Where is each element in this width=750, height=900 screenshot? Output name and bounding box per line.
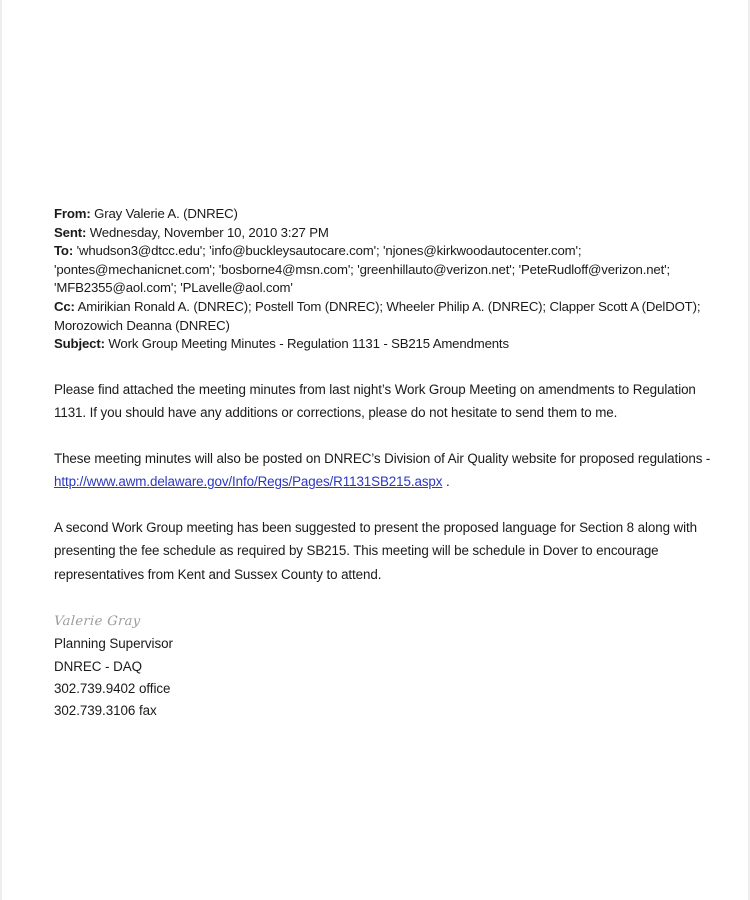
email-header-cc — [54, 298, 714, 335]
sent-label: Sent: — [54, 224, 87, 240]
signature-fax-phone: 302.739.3106 fax — [54, 703, 157, 719]
sent-value: Wednesday, November 10, 2010 3:27 PM — [86, 224, 329, 240]
to-value: 'whudson3@dtcc.edu'; 'info@buckleysautocare.com'; 'njones@kirkwoodautocenter.com'; 'pontes@mechanicnet.com'; 'bosborne4@msn.com'; 'greenhillauto@verizon.net'; 'PeteRudloff@verizon.net'; 'MFB2355@aol.com'; 'PLavelle@aol.com' — [54, 243, 671, 296]
paragraph-2-text-after-link: . — [442, 474, 450, 490]
regulations-website-link[interactable]: http://www.awm.delaware.gov/Info/Regs/Pages/R1131SB215.aspx — [54, 474, 443, 490]
signature-block — [54, 612, 714, 723]
cc-value: Amirikian Ronald A. (DNREC); Postell Tom (DNREC); Wheeler Philip A. (DNREC); Clapper Scott A (DelDOT); Morozowich Deanna (DNREC) — [54, 298, 701, 333]
email-header-subject — [54, 335, 714, 354]
subject-value: Work Group Meeting Minutes - Regulation 1131 - SB215 Amendments — [104, 336, 509, 352]
body-paragraph-2 — [54, 447, 714, 494]
cc-label: Cc: — [54, 298, 75, 314]
signature-organization: DNREC - DAQ — [54, 658, 142, 674]
handwritten-signature: Valerie Gray — [53, 614, 142, 630]
body-paragraph-3: A second Work Group meeting has been suggested to present the proposed language for Section 8 along with presenting the fee schedule as required by SB215. This meeting will be schedule in Dover to encourage representatives from Kent and Sussex County to attend. — [54, 519, 697, 582]
from-label: From: — [54, 206, 91, 221]
signature-office-phone: 302.739.9402 office — [54, 681, 171, 697]
email-header-to — [54, 242, 714, 298]
from-value: Gray Valerie A. (DNREC) — [90, 206, 238, 221]
email-content — [54, 205, 714, 723]
signature-title: Planning Supervisor — [54, 636, 173, 652]
paragraph-2-text-before-link: These meeting minutes will also be posted on DNREC’s Division of Air Quality website for proposed regulations - — [54, 450, 711, 466]
email-header-from — [54, 205, 714, 224]
body-paragraph-1: Please find attached the meeting minutes from last night’s Work Group Meeting on amendments to Regulation 1131. If you should have any additions or corrections, please do not hesitate to send them to me. — [54, 381, 696, 421]
email-header-block — [54, 205, 714, 354]
email-header-sent — [54, 224, 714, 243]
to-label: To: — [54, 243, 74, 259]
subject-label: Subject: — [54, 336, 105, 352]
